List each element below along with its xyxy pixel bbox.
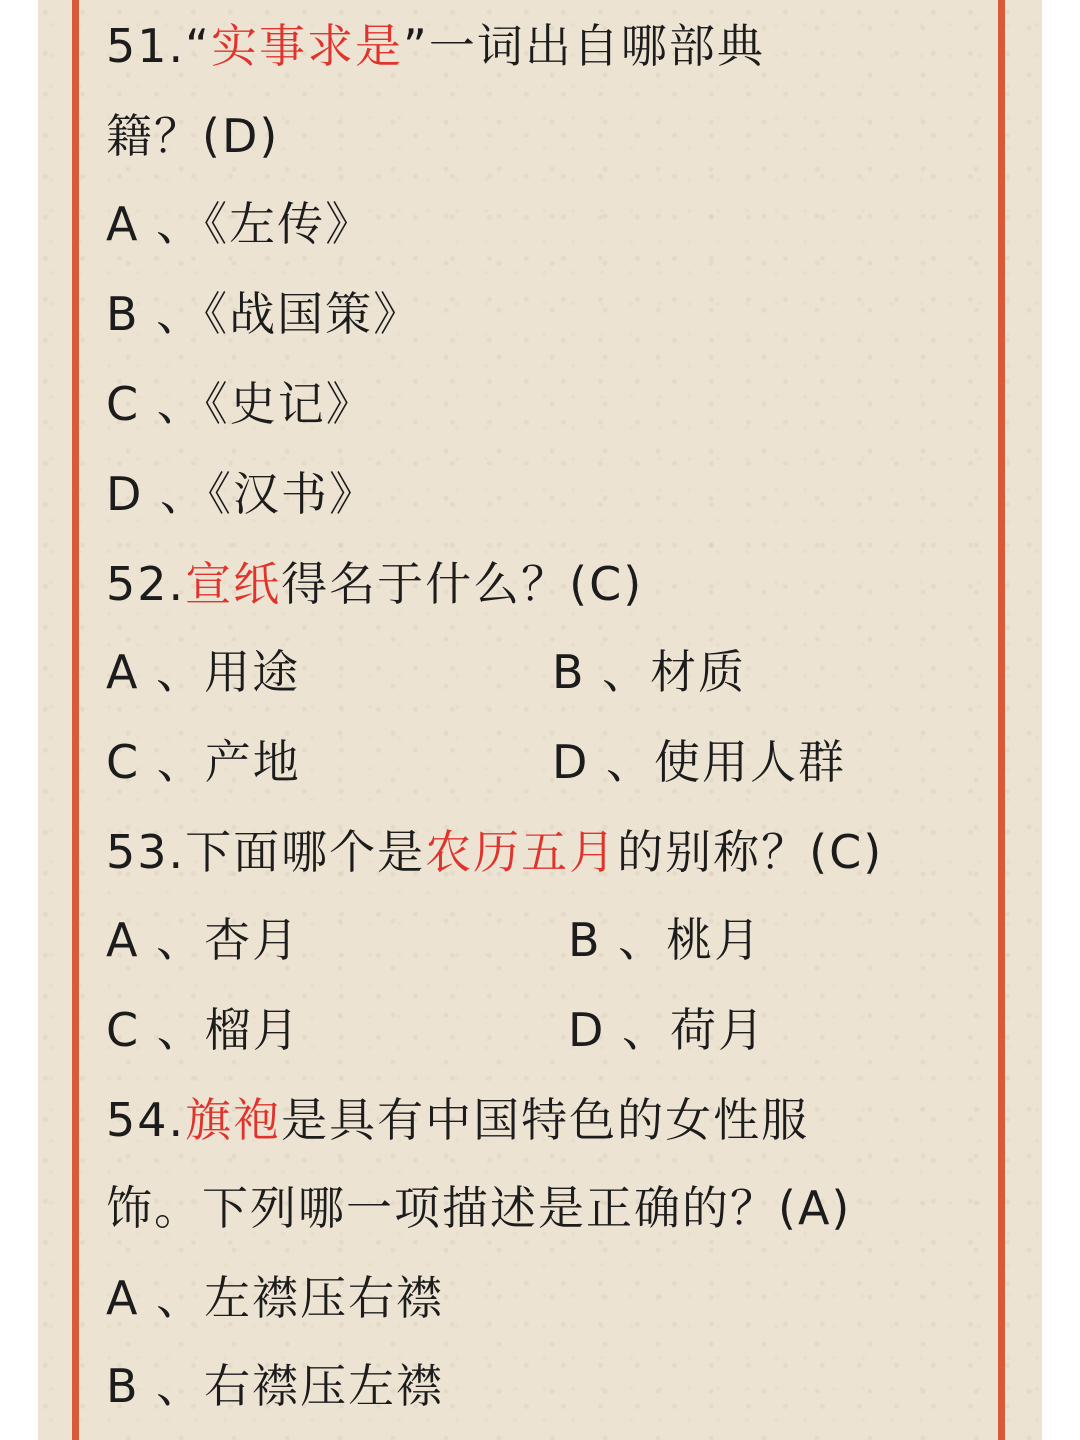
question-text: 得名于什么？(C) (281, 557, 644, 611)
question-number: 51. (106, 19, 186, 73)
question-number: 54. (106, 1093, 186, 1147)
highlight-term: 宣纸 (185, 557, 282, 611)
option-a: A 、《左传》 (106, 197, 374, 251)
option-c: C 、榴月 (106, 1003, 301, 1057)
question-53-line1 (106, 822, 883, 882)
highlight-term: 农历五月 (425, 825, 618, 879)
close-quote: ” (403, 19, 429, 73)
question-51-line2: 籍？(D) (106, 109, 280, 163)
option-a: A 、杏月 (106, 913, 301, 967)
option-d: D 、荷月 (568, 1003, 767, 1057)
open-quote: “ (185, 19, 211, 73)
question-54-line2: 饰。下列哪一项描述是正确的？(A) (106, 1181, 852, 1235)
option-b: B 、右襟压左襟 (106, 1359, 445, 1413)
option-c: C 、《史记》 (106, 377, 374, 431)
question-54-line1 (106, 1090, 809, 1150)
option-c: C 、产地 (106, 735, 301, 789)
option-b: B 、《战国策》 (106, 287, 422, 341)
right-border-line (998, 0, 1005, 1440)
question-number: 52. (106, 557, 186, 611)
highlight-term: 实事求是 (211, 19, 403, 73)
option-a: A 、用途 (106, 645, 301, 699)
option-d: D 、使用人群 (552, 735, 847, 789)
option-b: B 、桃月 (568, 913, 763, 967)
left-border-line (72, 0, 79, 1440)
question-text: 一词出自哪部典 (428, 19, 765, 73)
option-b: B 、材质 (552, 645, 747, 699)
option-a: A 、左襟压右襟 (106, 1271, 445, 1325)
question-52-line1 (106, 554, 643, 614)
option-d: D 、《汉书》 (106, 467, 378, 521)
question-text: 的别称？(C) (617, 825, 884, 879)
question-text: 是具有中国特色的女性服 (281, 1093, 810, 1147)
question-51-line1 (106, 16, 765, 76)
highlight-term: 旗袍 (185, 1093, 282, 1147)
question-text: 53.下面哪个是 (106, 825, 426, 879)
